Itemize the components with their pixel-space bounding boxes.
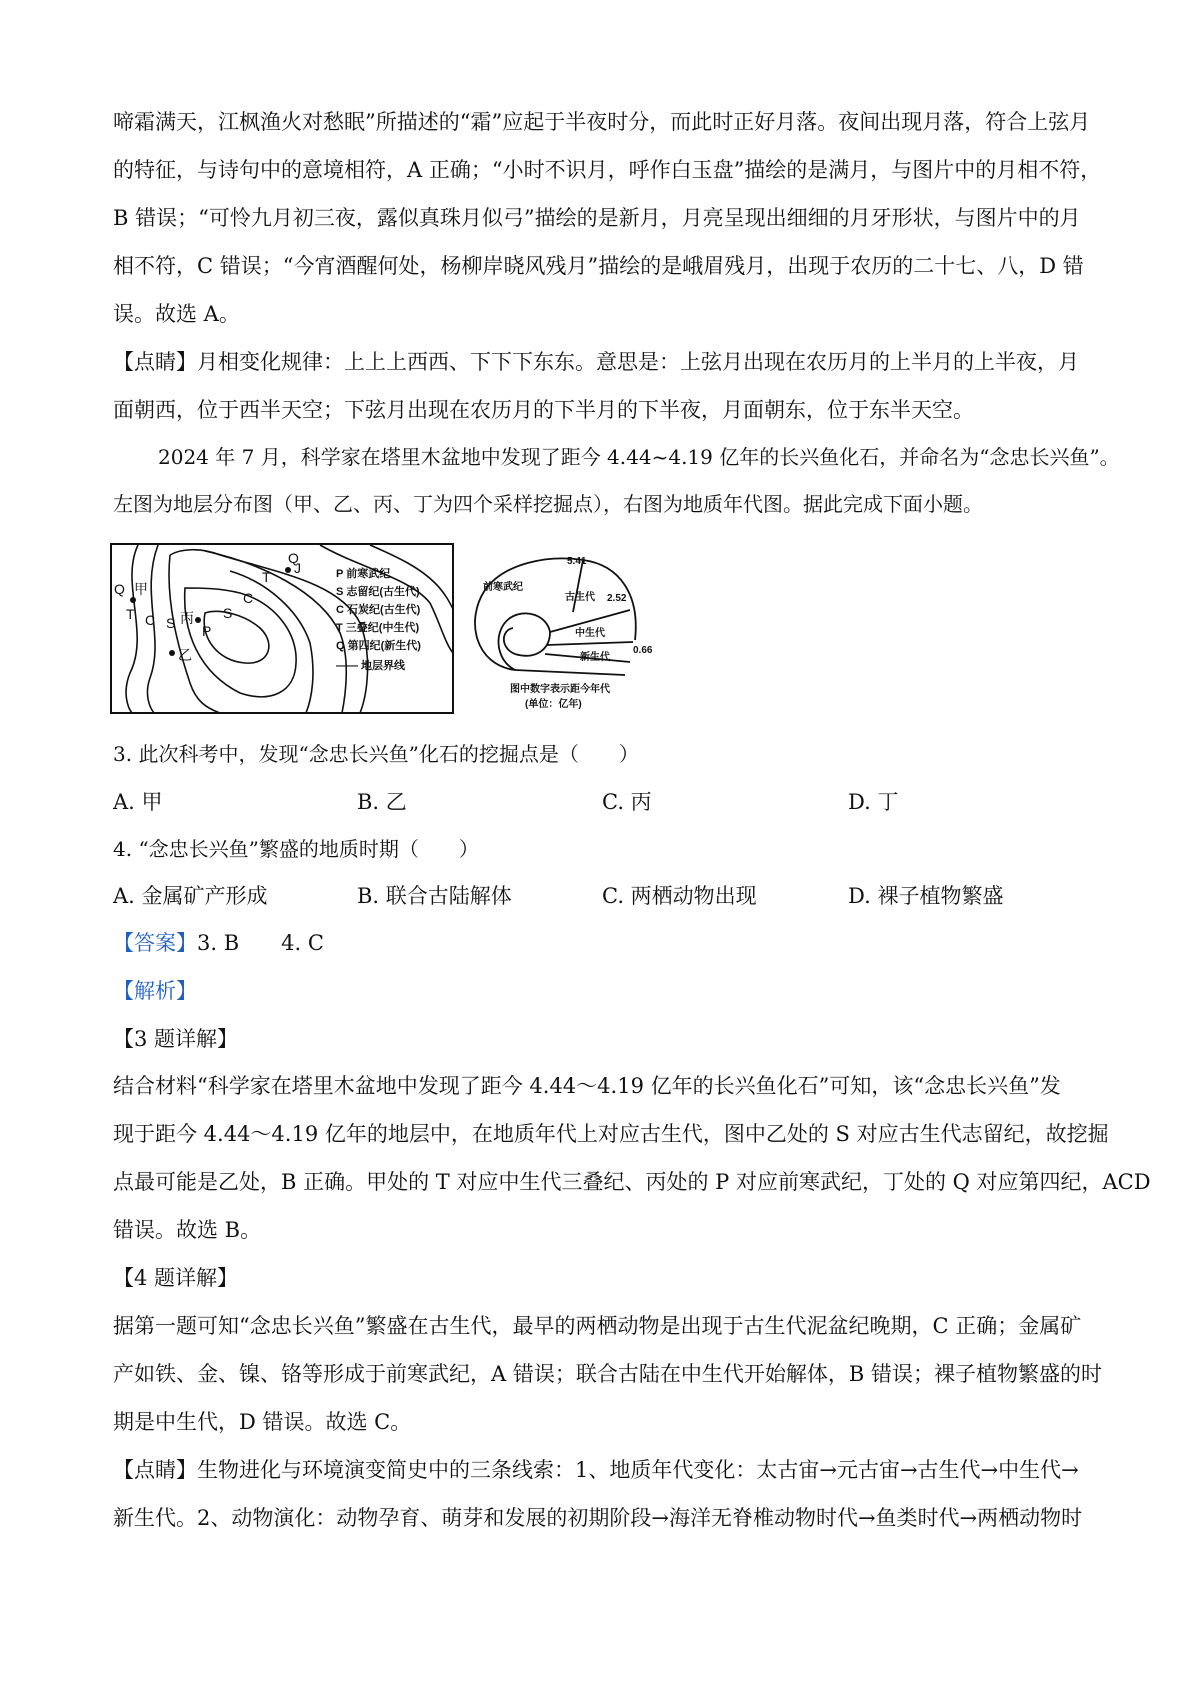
legend-item: —— 地层界线 bbox=[336, 660, 406, 672]
text-line: 相不符，C 错误；“今宵酒醒何处，杨柳岸晓风残月”描绘的是峨眉残月，出现于农历的二十七、八，D 错 bbox=[113, 254, 1084, 278]
tip-line: 【点睛】生物进化与环境演变简史中的三条线索：1、地质年代变化：太古宙→元古宙→古生代→中生代→ bbox=[113, 1458, 1079, 1482]
geologic-time-spiral bbox=[455, 550, 660, 715]
answer-line bbox=[113, 929, 324, 957]
map-label: J bbox=[294, 560, 301, 576]
detail-3-title: 【3 题详解】 bbox=[113, 1027, 239, 1051]
age-number: 5.41 bbox=[567, 556, 587, 567]
q4-option-b: B. 联合古陆解体 bbox=[357, 884, 512, 908]
legend-item: S 志留纪(古生代) bbox=[336, 586, 420, 598]
map-legend bbox=[336, 565, 451, 685]
map-label: Q bbox=[114, 581, 125, 597]
age-number: 0.66 bbox=[633, 645, 653, 656]
map-label: 丙 bbox=[180, 610, 194, 626]
text-line: 期是中生代，D 错误。故选 C。 bbox=[113, 1410, 412, 1434]
era-label: 前寒武纪 bbox=[483, 582, 523, 593]
map-label: 乙 bbox=[178, 647, 192, 663]
q4-option-c: C. 两栖动物出现 bbox=[602, 884, 757, 908]
q4-option-a: A. 金属矿产形成 bbox=[113, 884, 268, 908]
map-label: S bbox=[223, 605, 233, 621]
text-line: 据第一题可知“念忠长兴鱼”繁盛在古生代，最早的两栖动物是出现于古生代泥盆纪晚期，C 正确；金属矿 bbox=[113, 1314, 1082, 1338]
q3-option-a: A. 甲 bbox=[113, 790, 163, 814]
text-line: 面朝西，位于西半天空；下弦月出现在农历月的下半月的下半夜，月面朝东，位于东半天空。 bbox=[113, 398, 974, 422]
text-line: 产如铁、金、镍、铬等形成于前寒武纪，A 错误；联合古陆在中生代开始解体，B 错误；裸子植物繁盛的时 bbox=[113, 1362, 1102, 1386]
text-line: 啼霜满天，江枫渔火对愁眠”所描述的“霜”应起于半夜时分，而此时正好月落。夜间出现月落，符合上弦月 bbox=[113, 110, 1091, 134]
map-label: S bbox=[166, 615, 176, 631]
text-line: 结合材料“科学家在塔里木盆地中发现了距今 4.44～4.19 亿年的长兴鱼化石”可知，该“念忠长兴鱼”发 bbox=[113, 1074, 1061, 1098]
legend-item: T 三叠纪(中生代) bbox=[336, 622, 420, 634]
map-label: C bbox=[243, 590, 254, 606]
q3-option-b: B. 乙 bbox=[357, 790, 407, 814]
answer-text: 3. B 4. C bbox=[197, 931, 324, 955]
map-label: C bbox=[145, 612, 156, 628]
text-line: 新生代。2、动物演化：动物孕育、萌芽和发展的初期阶段→海洋无脊椎动物时代→鱼类时代→两栖动物时 bbox=[113, 1506, 1083, 1530]
text-line: 错误。故选 B。 bbox=[113, 1218, 262, 1242]
legend-item: Q 第四纪(新生代) bbox=[336, 640, 421, 652]
map-label: T bbox=[126, 606, 135, 622]
analysis-label: 【解析】 bbox=[113, 979, 197, 1003]
spiral-caption: 图中数字表示距今年代 bbox=[510, 684, 610, 695]
question-4-stem: 4. “念忠长兴鱼”繁盛的地质时期（ ） bbox=[113, 837, 479, 861]
era-label: 中生代 bbox=[575, 628, 605, 639]
q4-option-d: D. 裸子植物繁盛 bbox=[848, 884, 1004, 908]
detail-4-title: 【4 题详解】 bbox=[113, 1266, 239, 1290]
text-line: 点最可能是乙处，B 正确。甲处的 T 对应中生代三叠纪、丙处的 P 对应前寒武纪，丁处的 Q 对应第四纪，ACD bbox=[113, 1170, 1151, 1194]
text-line: 的特征，与诗句中的意境相符，A 正确；“小时不识月，呼作白玉盘”描绘的是满月，与图片中的月相不符， bbox=[113, 158, 1102, 182]
answer-label: 【答案】 bbox=[113, 931, 197, 955]
era-label: 新生代 bbox=[580, 652, 610, 663]
age-number: 2.52 bbox=[607, 593, 627, 604]
tip-line: 【点睛】月相变化规律：上上上西西、下下下东东。意思是：上弦月出现在农历月的上半月的上半夜，月 bbox=[113, 350, 1079, 374]
legend-item: C 石炭纪(古生代) bbox=[336, 604, 421, 616]
era-label: 古生代 bbox=[565, 592, 595, 603]
q3-option-c: C. 丙 bbox=[602, 790, 652, 814]
map-label: P bbox=[202, 623, 212, 639]
text-line: 误。故选 A。 bbox=[113, 302, 240, 326]
q3-option-d: D. 丁 bbox=[848, 790, 899, 814]
material-line: 2024 年 7 月，科学家在塔里木盆地中发现了距今 4.44~4.19 亿年的长兴鱼化石，并命名为“念忠长兴鱼”。 bbox=[158, 445, 1120, 469]
legend-item: P 前寒武纪 bbox=[336, 568, 391, 580]
spiral-caption: (单位：亿年) bbox=[525, 699, 582, 710]
map-label: Q bbox=[288, 550, 299, 566]
question-3-stem: 3. 此次科考中，发现“念忠长兴鱼”化石的挖掘点是（ ） bbox=[113, 742, 639, 766]
map-label: T bbox=[262, 569, 271, 585]
text-line: 现于距今 4.44～4.19 亿年的地层中，在地质年代上对应古生代，图中乙处的 S 对应古生代志留纪，故挖掘 bbox=[113, 1122, 1109, 1146]
map-label: 甲 bbox=[134, 581, 148, 597]
material-line: 左图为地层分布图（甲、乙、丙、丁为四个采样挖掘点），右图为地质年代图。据此完成下面小题。 bbox=[113, 492, 983, 516]
text-line: B 错误；“可怜九月初三夜，露似真珠月似弓”描绘的是新月，月亮呈现出细细的月牙形状，与图片中的月 bbox=[113, 206, 1081, 230]
